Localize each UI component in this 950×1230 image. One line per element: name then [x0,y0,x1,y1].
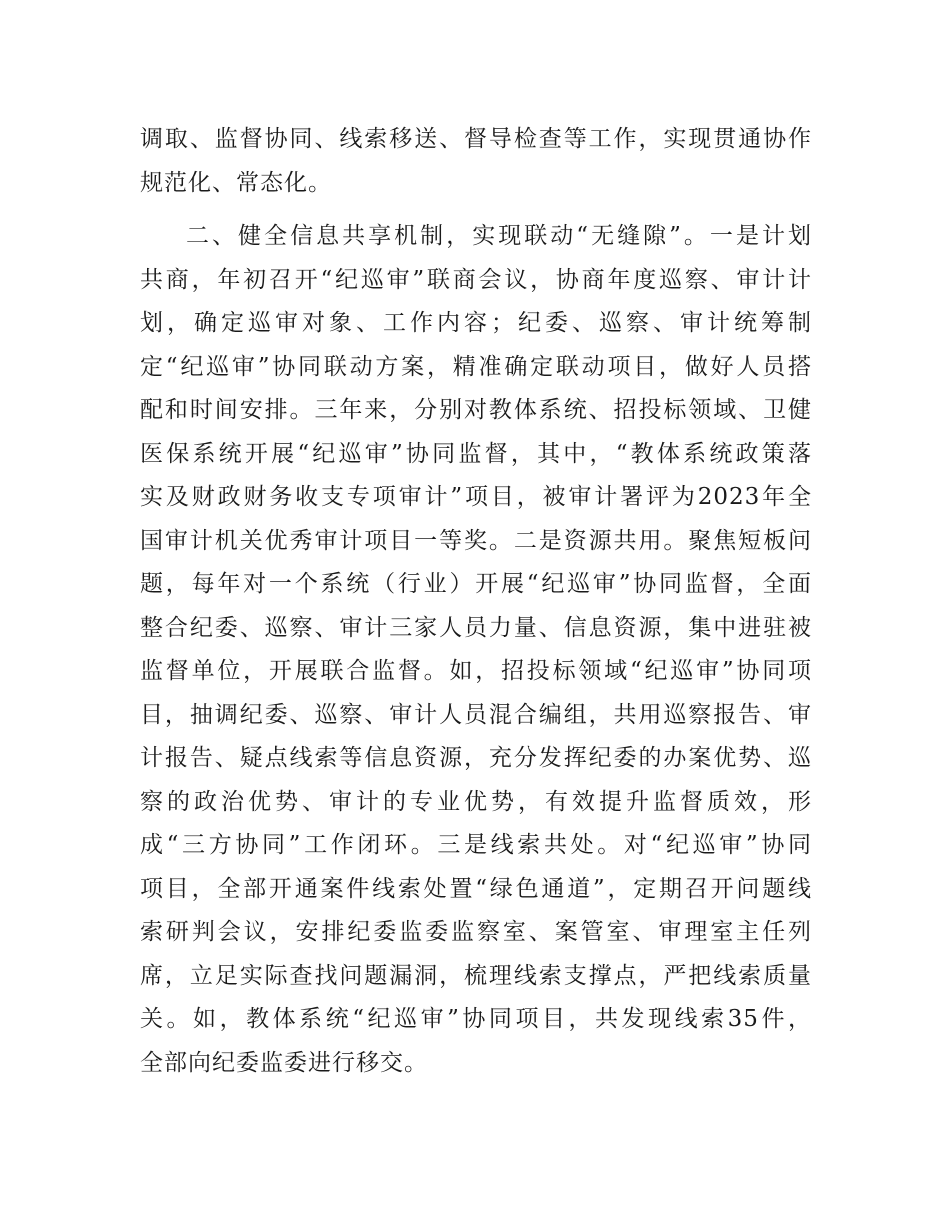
text-line: 医保系统开展“纪巡审”协同监督，其中，“教体系统政策落 [140,440,812,467]
text-line: 席，立足实际查找问题漏洞，梳理线索支撑点，严把线索质量 [140,962,812,989]
text-line: 题，每年对一个系统（行业）开展“纪巡审”协同监督，全面 [140,571,812,597]
text-line: 配和时间安排。三年来，分别对教体系统、招投标领域、卫健 [140,397,812,423]
text-line: 规范化、常态化。 [140,169,332,196]
text-line: 划，确定巡审对象、工作内容；纪委、巡察、审计统筹制 [140,310,812,336]
text-line: 调取、监督协同、线索移送、督导检查等工作，实现贯通协作 [140,126,812,152]
text-line: 实及财政财务收支专项审计”项目，被审计署评为2023年全 [140,484,812,510]
text-line: 国审计机关优秀审计项目一等奖。二是资源共用。聚焦短板问 [140,527,812,554]
text-line: 二、健全信息共享机制，实现联动“无缝隙”。一是计划 [186,223,812,249]
text-line: 关。如，教体系统“纪巡审”协同项目，共发现线索35件， [140,1006,812,1032]
text-line: 共商，年初召开“纪巡审”联商会议，协商年度巡察、审计计 [140,266,812,293]
text-line: 索研判会议，安排纪委监委监察室、案管室、审理室主任列 [140,919,812,945]
text-line: 成“三方协同”工作闭环。三是线索共处。对“纪巡审”协同 [140,832,812,858]
text-line: 察的政治优势、审计的专业优势，有效提升监督质效，形 [140,788,812,815]
text-line: 计报告、疑点线索等信息资源，充分发挥纪委的办案优势、巡 [140,745,812,771]
text-line: 全部向纪委监委进行移交。 [140,1049,428,1076]
text-line: 目，抽调纪委、巡察、审计人员混合编组，共用巡察报告、审 [140,701,812,728]
text-line: 监督单位，开展联合监督。如，招投标领域“纪巡审”协同项 [140,658,812,684]
paragraph-information-sharing [140,215,812,1085]
text-line: 整合纪委、巡察、审计三家人员力量、信息资源，集中进驻被 [140,614,812,641]
paragraph-continuation [140,118,812,205]
text-line: 定“纪巡审”协同联动方案，精准确定联动项目，做好人员搭 [140,353,812,380]
text-line: 项目，全部开通案件线索处置“绿色通道”，定期召开问题线 [140,875,812,902]
